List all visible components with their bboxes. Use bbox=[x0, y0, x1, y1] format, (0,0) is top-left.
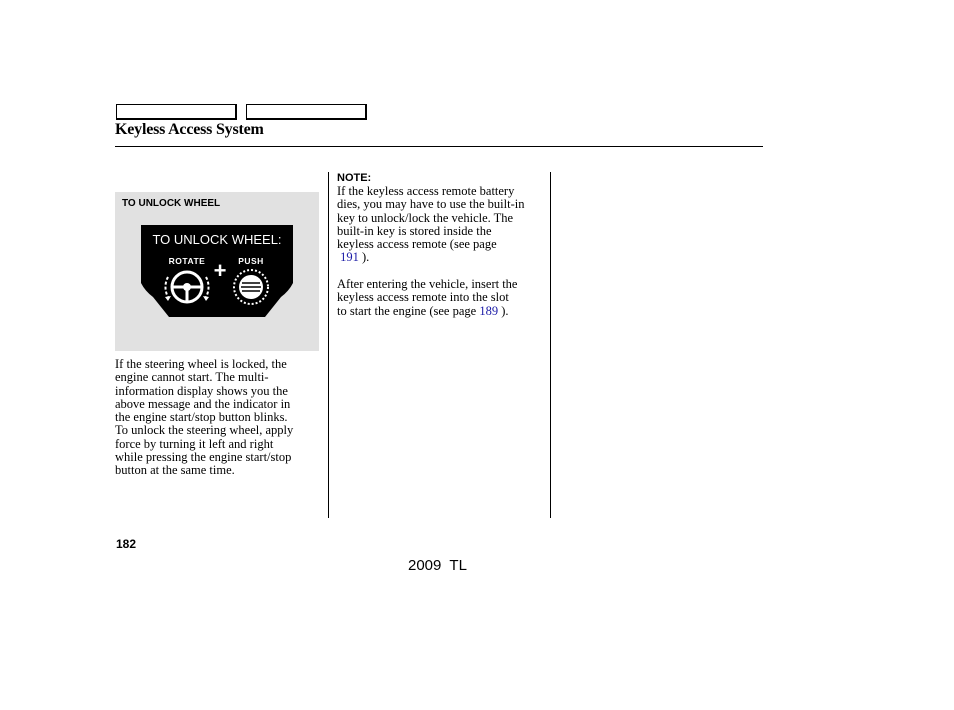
plus-symbol: + bbox=[213, 258, 227, 283]
multi-information-display bbox=[141, 225, 293, 317]
title-divider bbox=[115, 146, 763, 147]
unlock-wheel-figure bbox=[115, 192, 319, 351]
display-heading: TO UNLOCK WHEEL: bbox=[152, 232, 282, 247]
page-number: 182 bbox=[116, 537, 137, 551]
push-label: PUSH bbox=[238, 256, 264, 266]
column-divider-left bbox=[328, 172, 329, 518]
column-divider-right bbox=[550, 172, 551, 518]
note-paragraph: If the keyless access remote battery dies, you may have to use the built-in key to unlock/lock the vehicle. The built-in key is stored inside the keyless access remote (see page 191 ). bbox=[337, 184, 525, 265]
nav-button-previous[interactable] bbox=[116, 104, 237, 120]
page-link-191[interactable]: 191 bbox=[340, 250, 359, 265]
page-link-189[interactable]: 189 bbox=[479, 303, 499, 318]
page-title: Keyless Access System bbox=[115, 121, 264, 138]
figure-caption: TO UNLOCK WHEEL bbox=[122, 198, 221, 209]
nav-button-next[interactable] bbox=[246, 104, 367, 120]
footer-model: 2009 TL bbox=[408, 557, 467, 574]
rotate-label: ROTATE bbox=[168, 256, 206, 266]
note-heading: NOTE: bbox=[337, 172, 372, 184]
steering-lock-paragraph: If the steering wheel is locked, the engine cannot start. The multi- information display shows you the above message and the indicator in the engine start/stop button blinks. To unlock the steering wheel, apply force by turning it left and right while pressing the engine start/stop button at the same time. bbox=[115, 357, 294, 478]
insert-remote-paragraph: After entering the vehicle, insert the keyless access remote into the slot to start the engine (see page 189 ). bbox=[337, 277, 518, 318]
